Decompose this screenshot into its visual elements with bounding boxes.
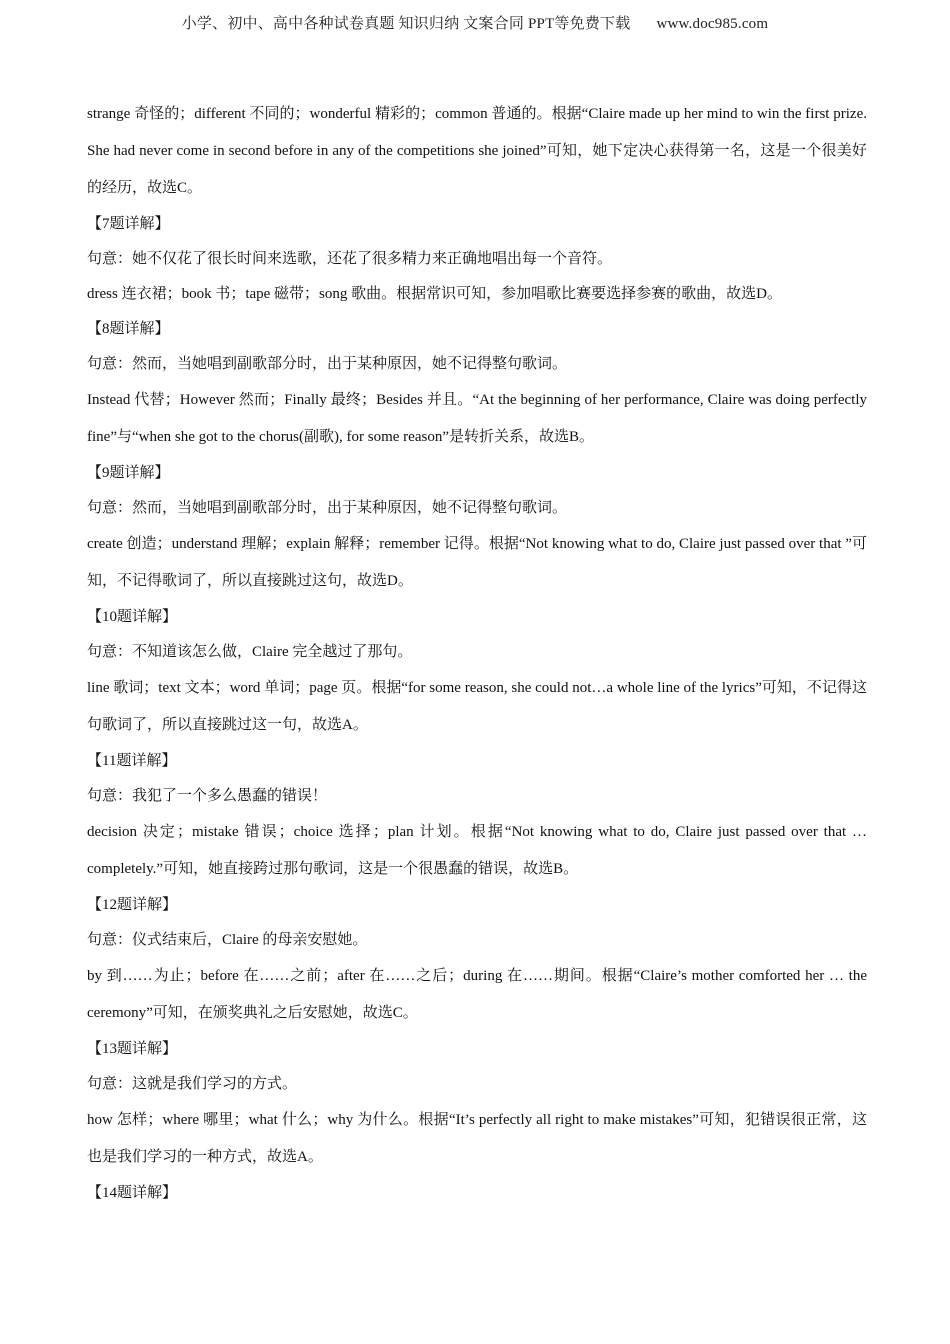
explanation-paragraph: dress 连衣裙；book 书；tape 磁带；song 歌曲。根据常识可知，参加唱歌比赛要选择参赛的歌曲，故选D。 bbox=[87, 286, 782, 302]
page-header bbox=[0, 12, 950, 33]
explanation-paragraph: decision 决定；mistake 错误；choice 选择；plan 计划。根据“Not knowing what to do, Claire just passed over that … completely.”可知，她直接跨过那句歌词，这是一个很愚蠢的错误，故选B。 bbox=[87, 824, 867, 877]
sentence-meaning: 句意：我犯了一个多么愚蠢的错误！ bbox=[87, 788, 328, 804]
section-heading: 【11题详解】 bbox=[87, 753, 177, 769]
sentence-meaning: 句意：然而，当她唱到副歌部分时，出于某种原因，她不记得整句歌词。 bbox=[87, 500, 568, 516]
explanation-paragraph: Instead 代替；However 然而；Finally 最终；Besides 并且。“At the beginning of her performance, Claire was doing perfectly fine”与“when she got to the chorus(副歌), for some reason”是转折关系，故选B。 bbox=[87, 392, 867, 445]
section-heading: 【10题详解】 bbox=[87, 609, 178, 625]
sentence-meaning: 句意：她不仅花了很长时间来选歌，还花了很多精力来正确地唱出每一个音符。 bbox=[87, 251, 613, 267]
explanation-paragraph: how 怎样；where 哪里；what 什么；why 为什么。根据“It’s perfectly all right to make mistakes”可知，犯错误很正常，这也是我们学习的一种方式，故选A。 bbox=[87, 1112, 867, 1165]
header-text: 小学、初中、高中各种试卷真题 知识归纳 文案合同 PPT等免费下载 bbox=[181, 16, 631, 32]
explanation-paragraph: create 创造；understand 理解；explain 解释；remember 记得。根据“Not knowing what to do, Claire just passed over that ”可知，不记得歌词了，所以直接跳过这句，故选D。 bbox=[87, 536, 867, 589]
explanation-paragraph: line 歌词；text 文本；word 单词；page 页。根据“for some reason, she could not…a whole line of the lyrics”可知，不记得这句歌词了，所以直接跳过这一句，故选A。 bbox=[87, 680, 867, 733]
section-heading: 【12题详解】 bbox=[87, 897, 178, 913]
answer-explanations bbox=[87, 96, 867, 1211]
header-site-link[interactable]: www.doc985.com bbox=[656, 16, 769, 32]
sentence-meaning: 句意：不知道该怎么做，Claire 完全越过了那句。 bbox=[87, 644, 413, 660]
section-heading: 【8题详解】 bbox=[87, 321, 170, 337]
explanation-paragraph: by 到……为止；before 在……之前；after 在……之后；during 在……期间。根据“Claire’s mother comforted her … the ceremony”可知，在颁奖典礼之后安慰她，故选C。 bbox=[87, 968, 867, 1021]
sentence-meaning: 句意：这就是我们学习的方式。 bbox=[87, 1076, 298, 1092]
sentence-meaning: 句意：仪式结束后，Claire 的母亲安慰她。 bbox=[87, 932, 368, 948]
section-heading: 【14题详解】 bbox=[87, 1185, 178, 1201]
section-heading: 【13题详解】 bbox=[87, 1041, 178, 1057]
section-heading: 【9题详解】 bbox=[87, 465, 170, 481]
section-heading: 【7题详解】 bbox=[87, 216, 170, 232]
explanation-paragraph: strange 奇怪的；different 不同的；wonderful 精彩的；common 普通的。根据“Claire made up her mind to win the first prize. She had never come in second before in any of the competitions she joined”可知，她下定决心获得第一名，这是一个很美好的经历，故选C。 bbox=[87, 106, 867, 196]
sentence-meaning: 句意：然而，当她唱到副歌部分时，出于某种原因，她不记得整句歌词。 bbox=[87, 356, 568, 372]
